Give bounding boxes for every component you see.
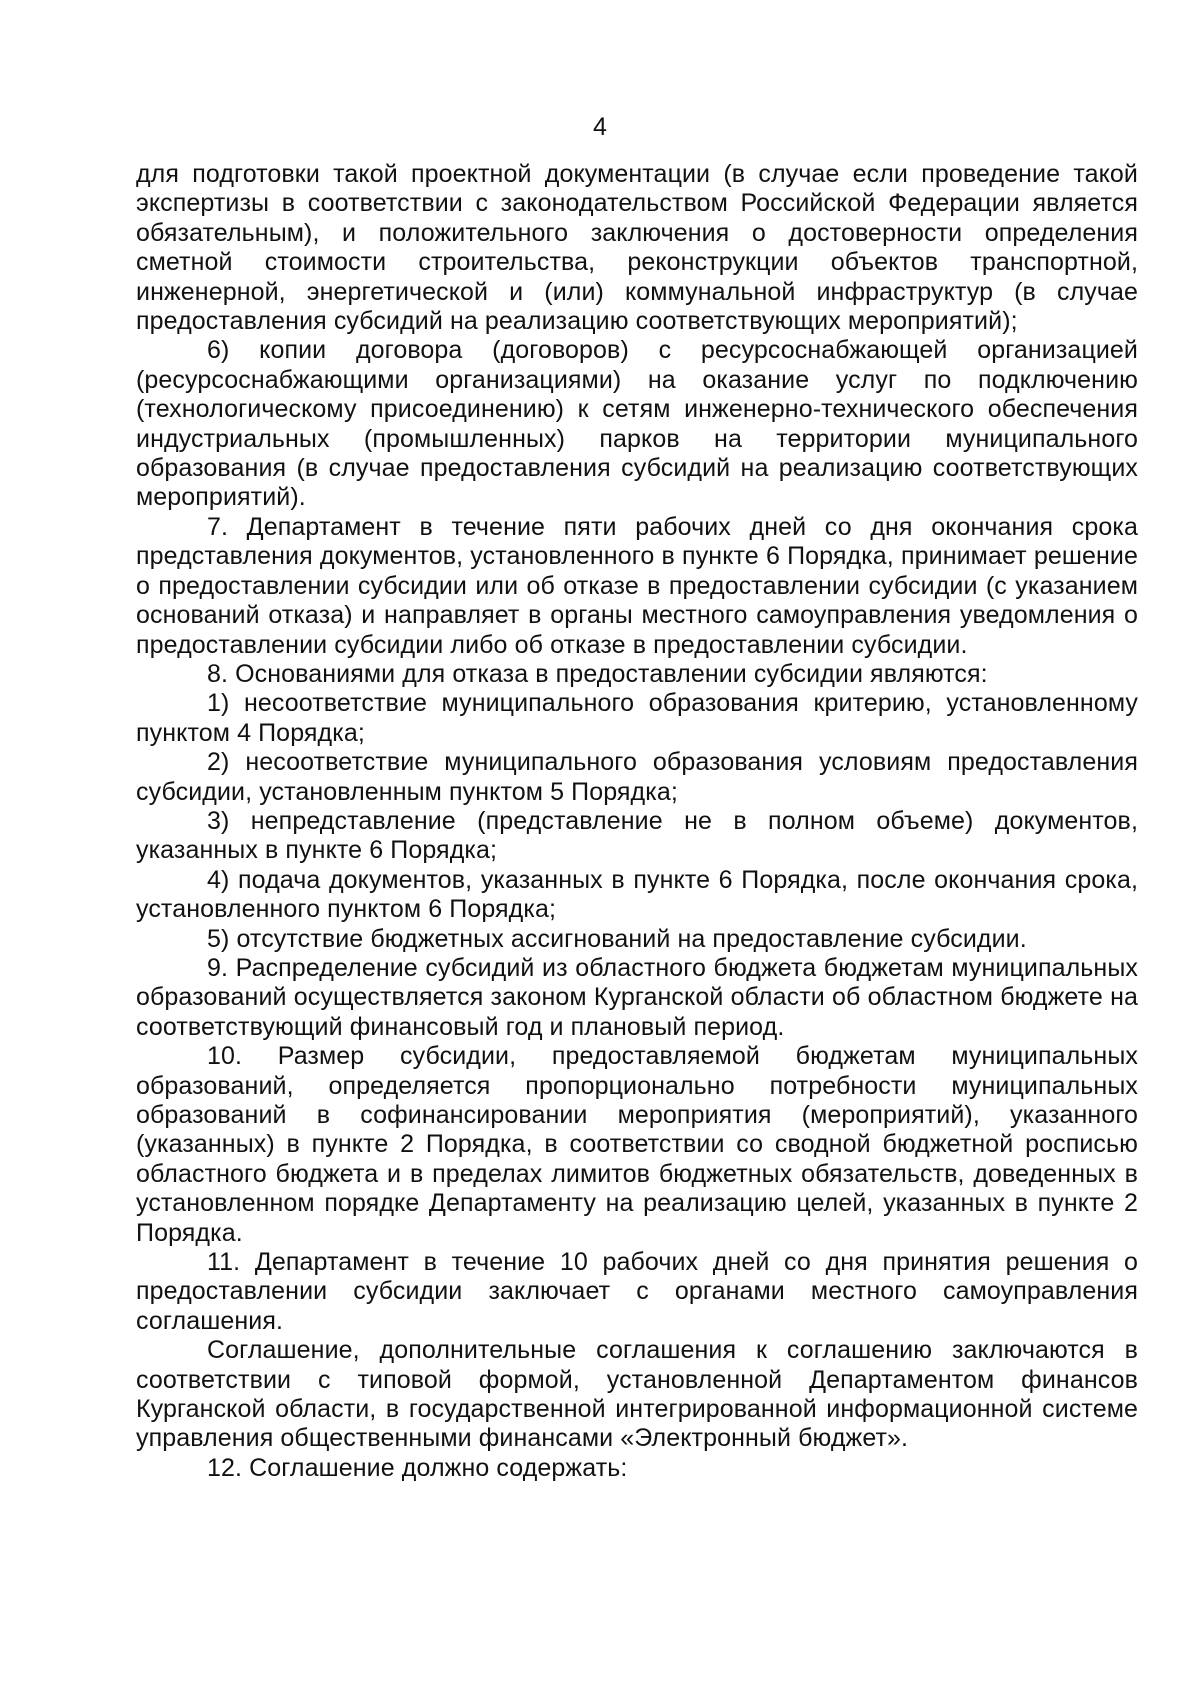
- paragraph-clause-10: 10. Размер субсидии, предоставляемой бюджетам муниципальных образований, определяется пропорционально потребности муниципальных образований в софинансировании мероприятия (мероприятий), указанного (указанных) в пункте 2 Порядка, в соответствии со сводной бюджетной росписью областного бюджета и в пределах лимитов бюджетных обязательств, доведенных в установленном порядке Департаменту на реализацию целей, указанных в пункте 2 Порядка.: [136, 1042, 1138, 1247]
- paragraph-continuation: для подготовки такой проектной документации (в случае если проведение такой экспертизы в соответствии с законодательством Российской Федерации является обязательным), и положительного заключения о достоверности определения сметной стоимости строительства, реконструкции объектов транспортной, инженерной, энергетической и (или) коммунальной инфраструктур (в случае предоставления субсидий на реализацию соответствующих мероприятий);: [136, 160, 1138, 336]
- paragraph-item-2: 2) несоответствие муниципального образования условиям предоставления субсидии, установленным пунктом 5 Порядка;: [136, 748, 1138, 806]
- document-body: [136, 160, 1138, 1483]
- paragraph-item-6: 6) копии договора (договоров) с ресурсоснабжающей организацией (ресурсоснабжающими организациями) на оказание услуг по подключению (технологическому присоединению) к сетям инженерно-технического обеспечения индустриальных (промышленных) парков на территории муниципального образования (в случае предоставления субсидий на реализацию соответствующих мероприятий).: [136, 336, 1138, 512]
- paragraph-clause-8: 8. Основаниями для отказа в предоставлении субсидии являются:: [207, 659, 988, 688]
- page-number: 4: [593, 113, 607, 141]
- paragraph-item-5: 5) отсутствие бюджетных ассигнований на предоставление субсидии.: [207, 924, 1027, 953]
- paragraph-clause-12: 12. Соглашение должно содержать:: [207, 1453, 628, 1482]
- paragraph-item-1: 1) несоответствие муниципального образования критерию, установленному пунктом 4 Порядка;: [136, 689, 1138, 747]
- paragraph-agreement: Соглашение, дополнительные соглашения к соглашению заключаются в соответствии с типовой формой, установленной Департаментом финансов Курганской области, в государственной интегрированной информационной системе управления общественными финансами «Электронный бюджет».: [136, 1336, 1138, 1453]
- paragraph-item-3: 3) непредставление (представление не в полном объеме) документов, указанных в пункте 6 Порядка;: [136, 806, 1138, 865]
- paragraph-clause-9: 9. Распределение субсидий из областного бюджета бюджетам муниципальных образований осуществляется законом Курганской области об областном бюджете на соответствующий финансовый год и плановый период.: [136, 953, 1138, 1041]
- paragraph-clause-11: 11. Департамент в течение 10 рабочих дней со дня принятия решения о предоставлении субсидии заключает с органами местного самоуправления соглашения.: [136, 1248, 1138, 1335]
- paragraph-item-4: 4) подача документов, указанных в пункте 6 Порядка, после окончания срока, установленного пунктом 6 Порядка;: [136, 865, 1138, 924]
- paragraph-clause-7: 7. Департамент в течение пяти рабочих дней со дня окончания срока представления документов, установленного в пункте 6 Порядка, принимает решение о предоставлении субсидии или об отказе в предоставлении субсидии (с указанием оснований отказа) и направляет в органы местного самоуправления уведомления о предоставлении субсидии либо об отказе в предоставлении субсидии.: [136, 512, 1138, 659]
